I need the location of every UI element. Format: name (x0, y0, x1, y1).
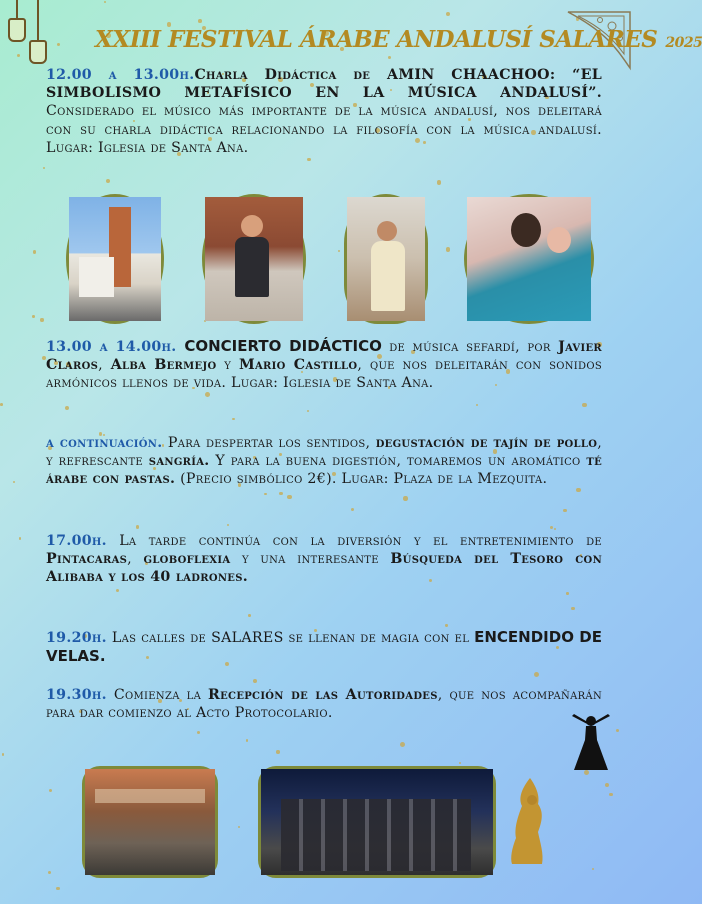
event-3 (46, 434, 602, 489)
event-time: 19.30h. (46, 687, 107, 703)
candle-lit-room-photo (82, 766, 218, 878)
event-text: CONCIERTO DIDÁCTICO (176, 337, 382, 355)
event-1 (46, 66, 602, 157)
face-painting-photo (464, 194, 594, 324)
event-text: , y refrescante (46, 435, 603, 470)
event-text: Búsqueda del Tesoro con Alibaba y los 40 ladrones. (46, 551, 603, 586)
event-text: Alba Bermejo (110, 357, 217, 374)
event-time: 13.00 a 14.00h. (46, 339, 177, 355)
golden-dancer-silhouette-icon (504, 776, 550, 866)
event-text: (Precio simbólico 2€). Lugar: Plaza de la Mezquita. (175, 471, 548, 488)
event-text: ENCENDIDO DE VELAS. (46, 628, 603, 666)
event-text: , (127, 551, 144, 568)
dancer-silhouette-icon (566, 712, 616, 772)
event-time: 17.00h. (46, 533, 107, 549)
event-text: Para despertar los sentidos, (162, 435, 376, 451)
event-text: Recepción de las Autoridades (208, 687, 438, 703)
event-6 (46, 686, 602, 722)
event-text: de música sefardí, por (381, 339, 559, 355)
event-text: sangría. (148, 453, 210, 470)
event-text: Javier Claros (46, 339, 602, 374)
event-text: globoflexia (143, 551, 231, 568)
event-text: , (98, 357, 111, 374)
event-text: y una interesante (230, 551, 391, 568)
festival-title: XXIII FESTIVAL ÁRABE ANDALUSÍ SALARES (95, 26, 658, 53)
authorities-photo (258, 766, 496, 878)
event-text: Mario Castillo (238, 357, 358, 374)
event-text: Pintacaras (46, 551, 128, 568)
festival-year: 2025 (665, 35, 702, 51)
event-4 (46, 532, 602, 587)
event-text: Las calles de SALARES se llenan de magia con el (106, 630, 475, 646)
event-text: y (216, 357, 239, 374)
event-time: a continuación. (46, 435, 163, 451)
event-text: Charla Didáctica de AMIN CHAACHOO: “EL SIMBOLISMO METAFÍSICO EN LA MÚSICA ANDALUSÍ”. (46, 67, 602, 102)
event-text: Comienza la (106, 687, 209, 703)
church-tower-photo (66, 194, 164, 324)
page-title (95, 26, 702, 53)
event-text: , que nos deleitarán con sonidos armónicos llenos de vida. Lugar: Iglesia de Santa Ana. (46, 357, 602, 392)
event-text: té árabe con pastas. (46, 453, 602, 488)
event-time: 19.20h. (46, 630, 107, 646)
event-time: 12.00 a 13.00h. (46, 67, 195, 83)
event-2 (46, 337, 602, 393)
event-5 (46, 628, 602, 666)
event-text: Considerado el músico más importante de la música andalusí, nos deleitará con su charla didáctica relacionando la filosofía con la música andalusí. Lugar: Iglesia de Santa Ana. (46, 103, 602, 156)
event-text: Y para la buena digestión, tomaremos un aromático (209, 453, 587, 470)
event-text: degustación de tajín de pollo (375, 435, 598, 451)
event-text: , que nos acompañarán para dar comienzo al Acto Protocolario. (46, 687, 602, 722)
musician-photo (202, 194, 306, 324)
lecturer-photo (344, 194, 428, 324)
event-text: La tarde continúa con la diversión y el entretenimiento de (106, 533, 602, 549)
